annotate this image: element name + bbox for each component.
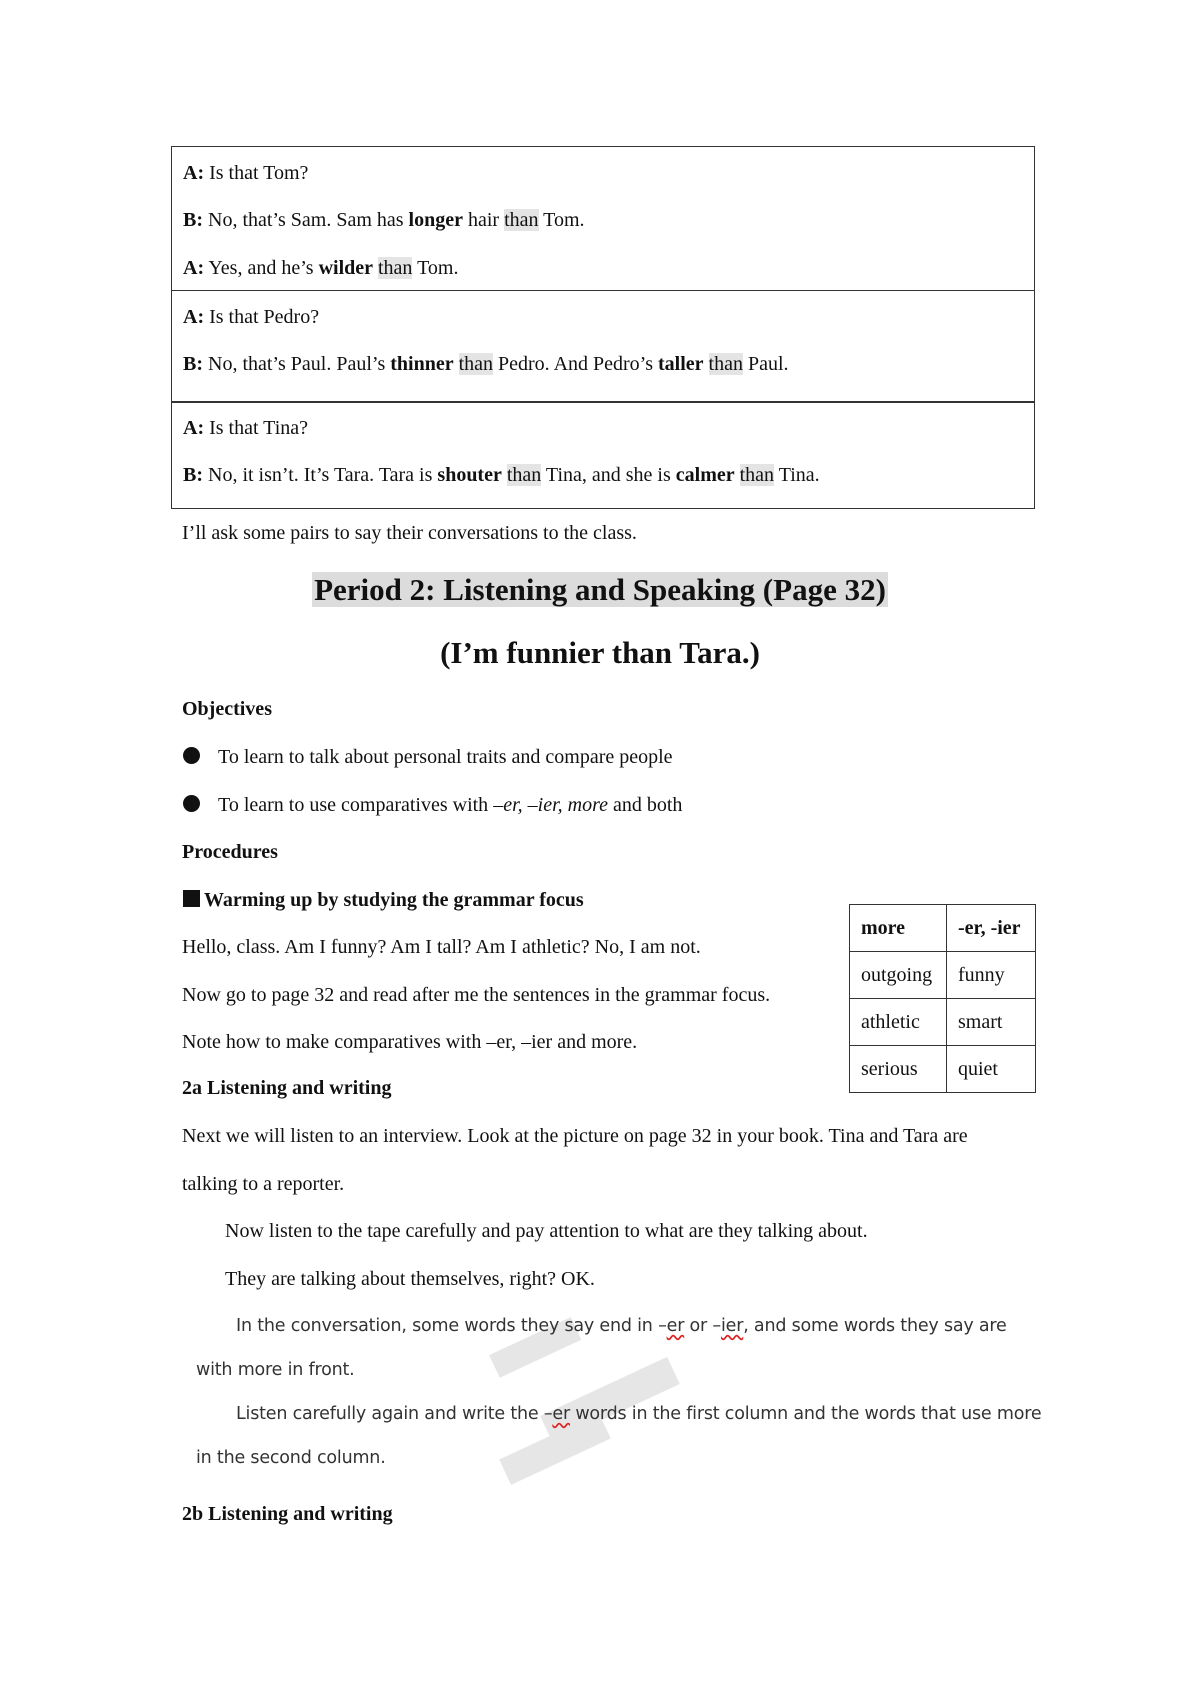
table-cell: smart (947, 999, 1036, 1046)
scanned-line: Listen carefully again and write the –er words in the first column and the words that use more (236, 1404, 1042, 1424)
objective-item: To learn to use comparatives with –er, –ier, more and both (183, 791, 682, 819)
table-row (850, 999, 1036, 1046)
dialogue-line: B: No, that’s Paul. Paul’s thinner than Pedro. And Pedro’s taller than Paul. (183, 353, 789, 375)
scanned-line: In the conversation, some words they say end in –er or –ier, and some words they say are (236, 1316, 1007, 1336)
dialogue-line: A: Is that Pedro? (183, 306, 320, 328)
table-cell: funny (947, 952, 1036, 999)
objectives-heading: Objectives (182, 698, 272, 720)
scanned-line: in the second column. (196, 1448, 386, 1468)
procedures-heading: Procedures (182, 841, 278, 863)
dialogue-line: A: Yes, and he’s wilder than Tom. (183, 257, 459, 279)
section-2b-heading: 2b Listening and writing (182, 1503, 393, 1525)
table-cell: quiet (947, 1046, 1036, 1093)
dialogue-line: B: No, that’s Sam. Sam has longer hair than Tom. (183, 209, 585, 231)
warmup-line: Now go to page 32 and read after me the sentences in the grammar focus. (182, 984, 771, 1006)
bullet-icon (183, 795, 200, 812)
section-2a-line: talking to a reporter. (182, 1173, 345, 1195)
warmup-heading: Warming up by studying the grammar focus (183, 886, 584, 914)
objective-item: To learn to talk about personal traits and compare people (183, 743, 673, 771)
after-dialogue-text: I’ll ask some pairs to say their conversations to the class. (182, 522, 637, 544)
section-2a-heading: 2a Listening and writing (182, 1077, 392, 1099)
table-cell: serious (850, 1046, 947, 1093)
table-header-row (850, 905, 1036, 952)
section-2a-line: Next we will listen to an interview. Look at the picture on page 32 in your book. Tina and Tara are (182, 1125, 968, 1147)
dialogue-line: A: Is that Tina? (183, 417, 309, 439)
dialogue-box-3 (171, 401, 1035, 509)
section-2a-line: Now listen to the tape carefully and pay attention to what are they talking about. (225, 1220, 868, 1242)
warmup-line: Note how to make comparatives with –er, –ier and more. (182, 1031, 638, 1053)
dialogue-line: A: Is that Tom? (183, 162, 309, 184)
dialogue-box-1 (171, 146, 1035, 291)
section-2a-line: They are talking about themselves, right? OK. (225, 1268, 595, 1290)
scanned-line: with more in front. (196, 1360, 355, 1380)
dialogue-box-2 (171, 290, 1035, 403)
period-subtitle: (I’m funnier than Tara.) (440, 635, 760, 670)
table-header-cell: more (850, 905, 947, 952)
table-row (850, 1046, 1036, 1093)
square-bullet-icon (183, 890, 200, 907)
grammar-focus-table (849, 904, 1036, 1093)
table-cell: athletic (850, 999, 947, 1046)
dialogue-line: B: No, it isn’t. It’s Tara. Tara is shouter than Tina, and she is calmer than Tina. (183, 464, 820, 486)
bullet-icon (183, 747, 200, 764)
table-header-cell: -er, -ier (947, 905, 1036, 952)
period-title: Period 2: Listening and Speaking (Page 32) (314, 572, 886, 607)
table-cell: outgoing (850, 952, 947, 999)
table-row (850, 952, 1036, 999)
warmup-line: Hello, class. Am I funny? Am I tall? Am I athletic? No, I am not. (182, 936, 701, 958)
